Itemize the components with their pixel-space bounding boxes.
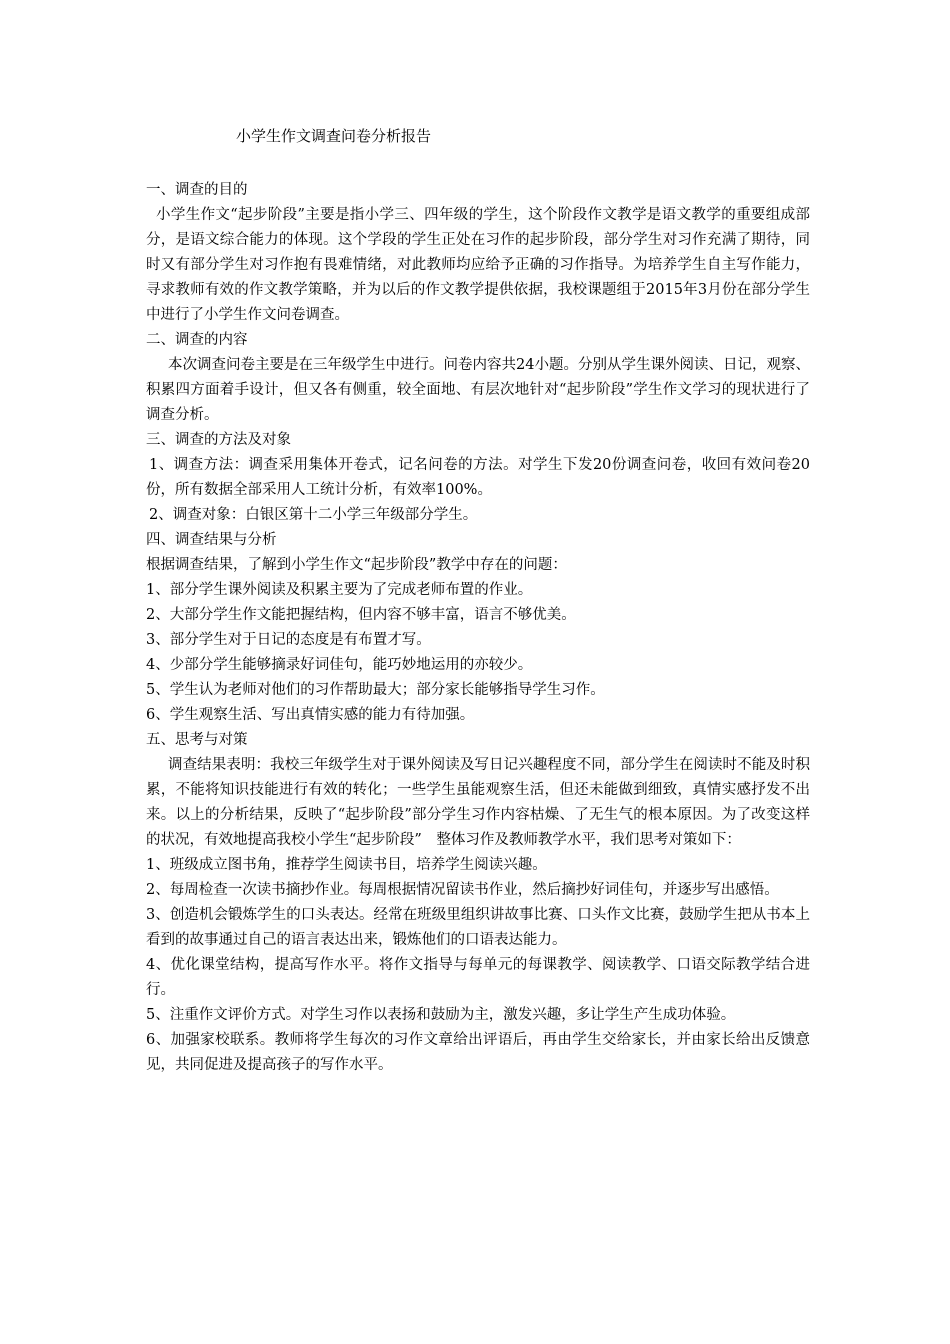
section-4-item: 6、学生观察生活、写出真情实感的能力有待加强。 bbox=[146, 707, 475, 723]
section-3-heading: 三、调查的方法及对象 bbox=[146, 432, 291, 448]
section-3-subjects: 2、调查对象：白银区第十二小学三年级部分学生。 bbox=[149, 507, 478, 523]
section-5-heading: 五、思考与对策 bbox=[146, 732, 248, 748]
section-4-item: 5、学生认为老师对他们的习作帮助最大；部分家长能够指导学生习作。 bbox=[146, 682, 605, 698]
section-5-item: 5、注重作文评价方式。对学生习作以表扬和鼓励为主，激发兴趣，多让学生产生成功体验。 bbox=[146, 1007, 736, 1023]
section-4-item: 3、部分学生对于日记的态度是有布置才写。 bbox=[146, 632, 431, 648]
section-5-item: 1、班级成立图书角，推荐学生阅读书目，培养学生阅读兴趣。 bbox=[146, 857, 547, 873]
section-1-paragraph: 小学生作文“起步阶段”主要是指小学三、四年级的学生，这个阶段作文教学是语文教学的重要组成部分，是语文综合能力的体现。这个学段的学生正处在习作的起步阶段，部分学生对习作充满了期待，同时又有部分学生对习作抱有畏难情绪，对此教师均应给予正确的习作指导。为培养学生自主写作能力，寻求教师有效的作文教学策略，并为以后的作文教学提供依据，我校课题组于2015年3月份在部分学生中进行了小学生作文问卷调查。 bbox=[146, 207, 810, 323]
section-5-item: 2、每周检查一次读书摘抄作业。每周根据情况留读书作业，然后摘抄好词佳句，并逐步写出感悟。 bbox=[146, 882, 779, 898]
section-3-method: 1、调查方法：调查采用集体开卷式，记名问卷的方法。对学生下发20份调查问卷，收回有效问卷20份，所有数据全部采用人工统计分析，有效率100%。 bbox=[146, 457, 810, 498]
section-2-heading: 二、调查的内容 bbox=[146, 332, 248, 348]
section-1-heading: 一、调查的目的 bbox=[146, 182, 248, 198]
section-4-item: 4、少部分学生能够摘录好词佳句，能巧妙地运用的亦较少。 bbox=[146, 657, 533, 673]
document-page bbox=[146, 120, 810, 1078]
section-5-paragraph: 调查结果表明：我校三年级学生对于课外阅读及写日记兴趣程度不同，部分学生在阅读时不能及时积累，不能将知识技能进行有效的转化；一些学生虽能观察生活，但还未能做到细致，真情实感抒发不出来。以上的分析结果，反映了“起步阶段”部分学生习作内容枯燥、了无生气的根本原因。为了改变这样的状况，有效地提高我校小学生“起步阶段” 整体习作及教师教学水平，我们思考对策如下： bbox=[146, 757, 810, 848]
section-2-paragraph: 本次调查问卷主要是在三年级学生中进行。问卷内容共24小题。分别从学生课外阅读、日记，观察、积累四方面着手设计，但又各有侧重，较全面地、有层次地针对“起步阶段”学生作文学习的现状进行了调查分析。 bbox=[146, 357, 810, 423]
section-5-item: 6、加强家校联系。教师将学生每次的习作文章给出评语后，再由学生交给家长，并由家长给出反馈意见，共同促进及提高孩子的写作水平。 bbox=[146, 1032, 810, 1073]
document-title: 小学生作文调查问卷分析报告 bbox=[236, 127, 432, 145]
section-5-item: 4、优化课堂结构，提高写作水平。将作文指导与每单元的每课教学、阅读教学、口语交际教学结合进行。 bbox=[146, 957, 810, 998]
section-4-item: 2、大部分学生作文能把握结构，但内容不够丰富，语言不够优美。 bbox=[146, 607, 576, 623]
section-4-intro: 根据调查结果，了解到小学生作文“起步阶段”教学中存在的问题： bbox=[146, 557, 567, 573]
section-5-item: 3、创造机会锻炼学生的口头表达。经常在班级里组织讲故事比赛、口头作文比赛，鼓励学生把从书本上看到的故事通过自己的语言表达出来，锻炼他们的口语表达能力。 bbox=[146, 907, 810, 948]
section-4-heading: 四、调查结果与分析 bbox=[146, 532, 277, 548]
section-4-item: 1、部分学生课外阅读及积累主要为了完成老师布置的作业。 bbox=[146, 582, 533, 598]
